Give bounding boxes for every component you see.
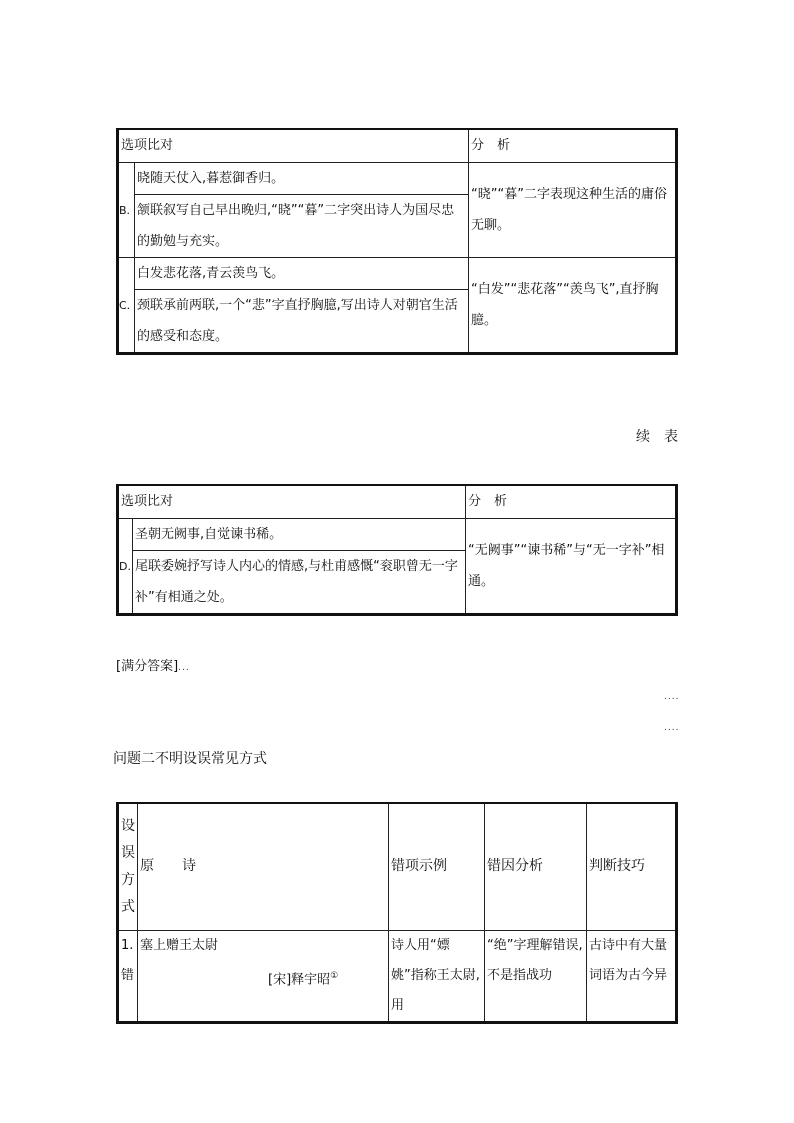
table-row: [118, 258, 677, 290]
header-analysis: 分 析: [466, 485, 677, 519]
poem-author-line: [140, 961, 386, 995]
header-analysis: 分 析: [469, 129, 677, 163]
header-technique: 判断技巧: [587, 803, 677, 930]
analysis-cell: “白发”“悲花落”“羡鸟飞”,直抒胸臆。: [469, 258, 677, 354]
ellipsis: ...: [178, 663, 190, 673]
method-cell: [118, 930, 138, 1022]
technique-cell: 古诗中有大量词语为古今异: [587, 930, 677, 1022]
full-answer-label: [116, 655, 190, 674]
analysis-cell: “无阙事”“谏书稀”与“无一字补”相通。: [466, 519, 677, 615]
method-text: 1.错: [121, 937, 135, 983]
table-header-row: [118, 803, 677, 930]
header-option-compare: 选项比对: [118, 129, 469, 163]
option-label: B.: [118, 163, 135, 258]
header-option-compare: 选项比对: [118, 485, 466, 519]
table-header-row: [118, 129, 677, 163]
header-error-example: 错项示例: [389, 803, 485, 930]
analysis-cell: “晓”“暮”二字表现这种生活的庸俗无聊。: [469, 163, 677, 258]
table-row: [118, 930, 677, 1022]
ellipsis: ....: [664, 723, 680, 733]
poem-line: 晓随天仗入,暮惹御香归。: [135, 163, 469, 195]
option-table-1: [116, 128, 678, 355]
option-table-2: [116, 484, 678, 616]
statement-cell: 颔联叙写自己早出晚归,“晓”“暮”二字突出诗人为国尽忠的勤勉与充实。: [135, 195, 469, 258]
footnote-mark: ①: [330, 970, 339, 981]
poem-line: 白发悲花落,青云羡鸟飞。: [135, 258, 469, 290]
poem-line: 圣朝无阙事,自觉谏书稀。: [133, 519, 466, 551]
poem-title: 塞上赠王太尉: [140, 937, 219, 953]
option-label: C.: [118, 258, 135, 354]
error-method-table: [116, 802, 678, 1024]
ellipsis: ....: [664, 692, 680, 702]
table-row: [118, 519, 677, 551]
section-title: 问题二不明设误常见方式: [113, 751, 267, 767]
statement-cell: 尾联委婉抒写诗人内心的情感,与杜甫感慨“衮职曾无一字补”有相通之处。: [133, 551, 466, 615]
header-method: [118, 803, 138, 930]
poem-author: [宋]释宇昭: [268, 971, 331, 987]
poem-cell: [138, 930, 389, 1022]
header-method-text: 设误方式: [121, 817, 135, 915]
header-poem: 原 诗: [138, 803, 389, 930]
table-header-row: [118, 485, 677, 519]
table-row: [118, 163, 677, 195]
error-example-cell: 诗人用“嫖姚”指称王太尉,用: [389, 930, 485, 1022]
header-cause: 错因分析: [485, 803, 587, 930]
full-answer-text: [满分答案]: [116, 659, 179, 674]
statement-cell: 颈联承前两联,一个“悲”字直抒胸臆,写出诗人对朝官生活的感受和态度。: [135, 290, 469, 354]
option-label: D.: [118, 519, 133, 615]
continued-label: 续 表: [636, 429, 678, 445]
cause-cell: “绝”字理解错误,不是指战功: [485, 930, 587, 1022]
